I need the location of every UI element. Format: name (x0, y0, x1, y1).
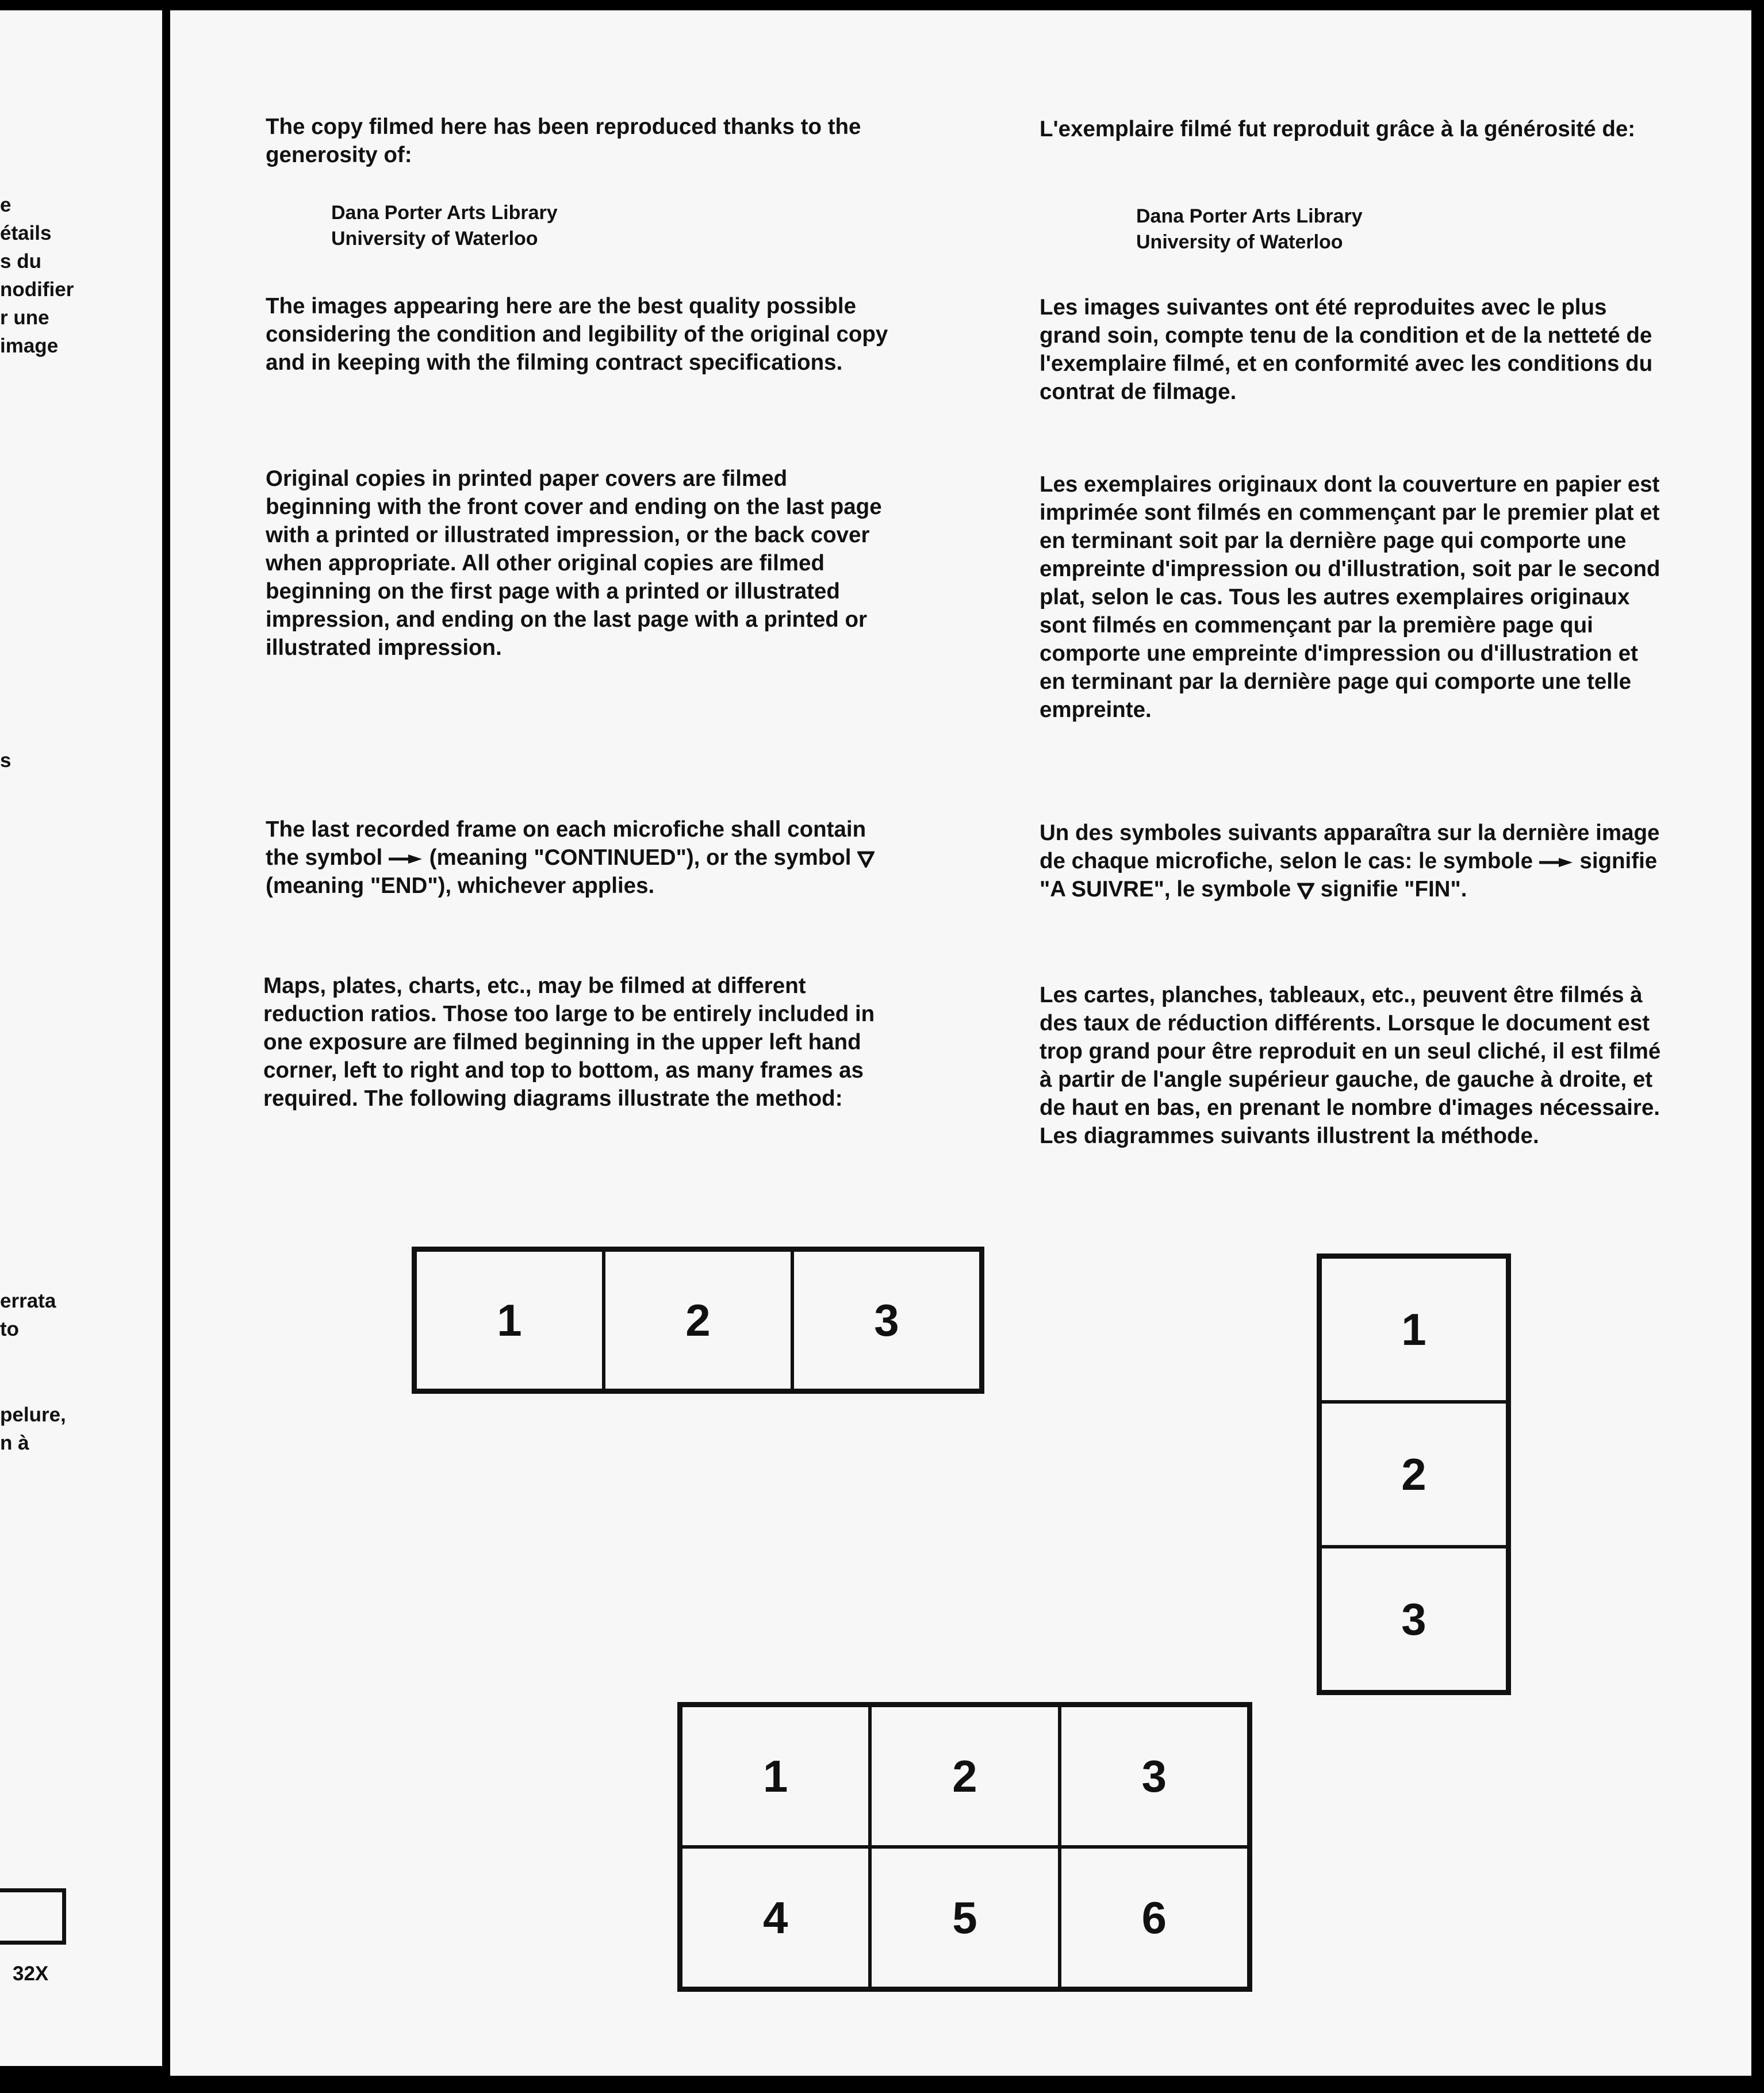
symbols-text-end: signifie "FIN". (1314, 877, 1467, 902)
french-symbols (1040, 819, 1666, 903)
french-maps: Les cartes, planches, tableaux, etc., peuvent être filmés à des taux de réduction différents. Lorsque le document est trop grand pour être reproduit en un seul cliché, il est filmé à partir de l'angle supérieur gauche, de gauche à droite, et de haut en bas, en prenant le nombre d'images nécessaire. Les diagrammes suivants illustrent la méthode. (1040, 983, 1661, 1148)
university-name: University of Waterloo (331, 228, 538, 250)
university-name: University of Waterloo (1136, 231, 1343, 253)
continued-arrow-icon (389, 853, 423, 865)
diagram-cell: 5 (870, 1847, 1059, 1988)
diagram-cell: 2 (870, 1705, 1059, 1847)
english-maps: Maps, plates, charts, etc., may be filmed at different reduction ratios. Those too large to be entirely included in one exposure are filmed beginning in the upper left hand corner, left to right and top to bottom, as many frames as required. The following diagrams illustrate the method: (263, 973, 875, 1111)
fragment-text: pelure, (0, 1404, 66, 1426)
diagram-cell: 1 (681, 1705, 870, 1847)
diagram-cell: 1 (415, 1250, 604, 1390)
french-library (1136, 204, 1363, 255)
test-square (0, 1888, 66, 1945)
diagram-cell: 3 (1320, 1547, 1508, 1692)
french-covers: Les exemplaires originaux dont la couverture en papier est imprimée sont filmés en commençant par le premier plat et en terminant soit par la dernière page qui comporte une empreinte d'impression ou d'illustration, soit par le second plat, selon le cas. Tous les autres exemplaires originaux sont filmés en commençant par la première page qui comporte une empreinte d'impression ou d'illustration et en terminant par la dernière page qui comporte une telle empreinte. (1040, 472, 1661, 722)
english-covers: Original copies in printed paper covers are filmed beginning with the front cover and ending on the last page with a printed or illustrated impression, or the back cover when appropriate. All other original copies are filmed beginning on the first page with a printed or illustrated impression, and ending on the last page with a printed or illustrated impression. (266, 466, 882, 660)
symbols-text-end: (meaning "END"), whichever applies. (266, 873, 655, 898)
continued-arrow-icon (1539, 856, 1574, 869)
page-sheet (170, 10, 1751, 2076)
fragment-text: image (0, 335, 59, 357)
fragment-text: r une (0, 306, 49, 329)
diagram-cell: 4 (681, 1847, 870, 1988)
previous-page-fragment (0, 10, 162, 2066)
symbols-text-middle: (meaning "CONTINUED"), or the symbol (423, 845, 858, 870)
horizontal-frame-diagram (412, 1247, 984, 1394)
english-symbols (266, 815, 892, 900)
fragment-text: nodifier (0, 278, 74, 301)
diagram-cell: 6 (1060, 1847, 1249, 1988)
fragment-text: n à (0, 1432, 29, 1454)
diagram-cell: 1 (1320, 1257, 1508, 1402)
english-library (331, 200, 558, 252)
fragment-text: errata (0, 1290, 56, 1312)
vertical-frame-diagram (1317, 1254, 1511, 1695)
diagram-cell: 3 (1060, 1705, 1249, 1847)
fragment-text: s (0, 749, 11, 772)
fragment-text: to (0, 1318, 20, 1340)
french-thanks: L'exemplaire filmé fut reproduit grâce à la générosité de: (1040, 117, 1636, 141)
diagram-cell: 2 (1320, 1402, 1508, 1547)
french-quality: Les images suivantes ont été reproduites avec le plus grand soin, compte tenu de la condition et de la netteté de l'exemplaire filmé, et en conformité avec les conditions du contrat de filmage. (1040, 295, 1653, 404)
symbols-text-start: Un des symboles suivants apparaîtra sur la dernière image de chaque microfiche, selon le cas: le symbole (1040, 821, 1660, 873)
fragment-text: s du (0, 250, 41, 273)
diagram-cell: 3 (792, 1250, 981, 1390)
reduction-label: 32X (13, 1962, 49, 1985)
english-quality: The images appearing here are the best quality possible considering the condition and legibility of the original copy and in keeping with the filming contract specifications. (266, 294, 888, 375)
library-name: Dana Porter Arts Library (1136, 205, 1363, 227)
symbols-text-start: The last recorded frame on each microfiche shall contain the symbol (266, 817, 866, 870)
diagram-cell: 2 (604, 1250, 792, 1390)
fragment-text: e (0, 194, 11, 216)
grid-frame-diagram (677, 1702, 1252, 1992)
fragment-text: étails (0, 222, 52, 244)
end-triangle-icon (1297, 882, 1314, 899)
symbols-text-middle: signifie "A SUIVRE", le symbole (1040, 849, 1658, 902)
library-name: Dana Porter Arts Library (331, 202, 558, 224)
english-thanks: The copy filmed here has been reproduced thanks to the generosity of: (266, 114, 861, 167)
end-triangle-icon (857, 850, 875, 868)
